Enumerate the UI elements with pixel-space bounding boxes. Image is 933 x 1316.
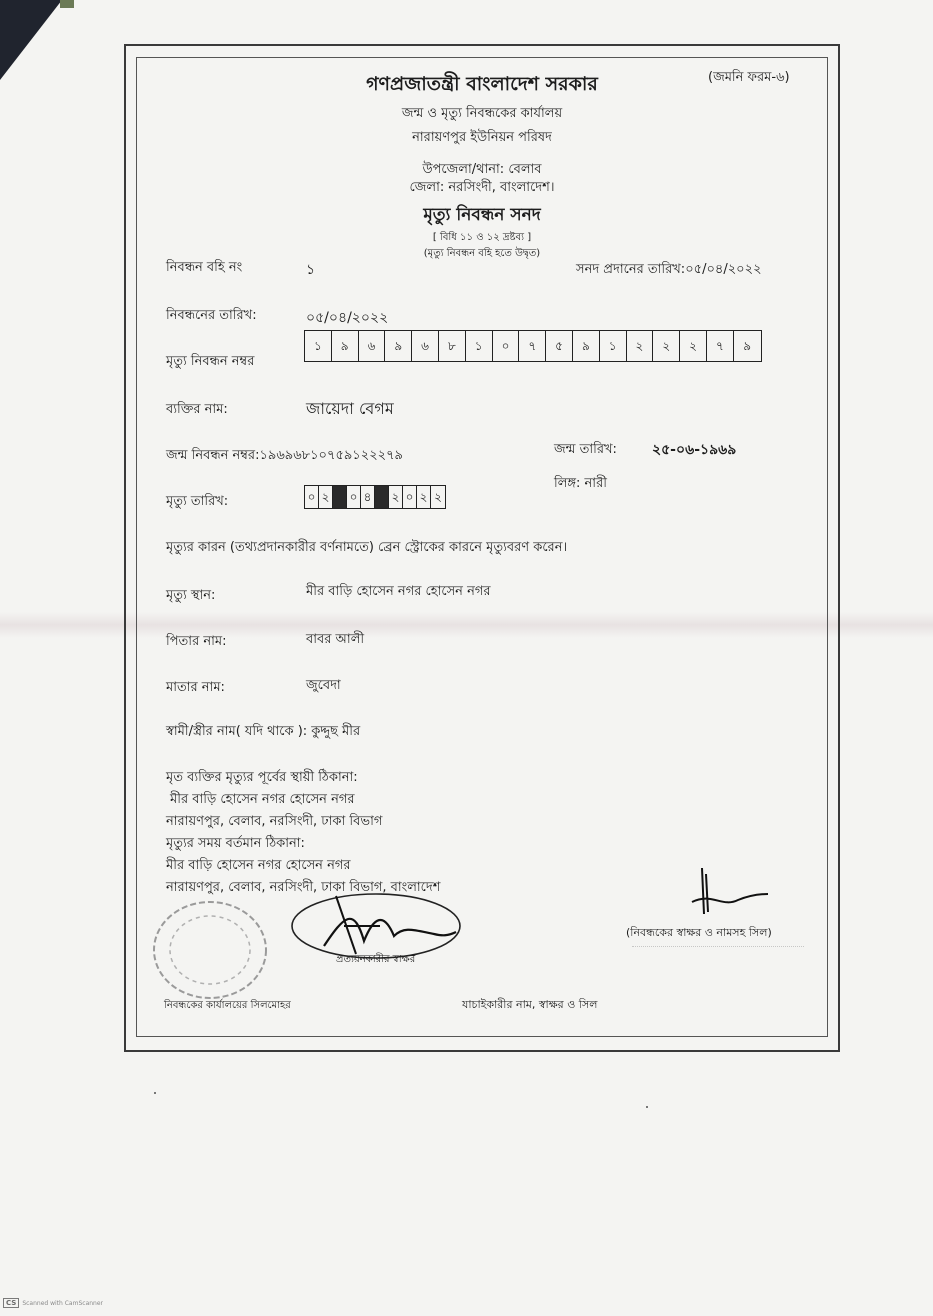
book-number-label: নিবন্ধন বহি নং	[166, 260, 243, 275]
death-date-digit: ০	[305, 486, 319, 508]
scan-corner-edge	[60, 0, 74, 8]
death-reg-digit: ৯	[385, 331, 412, 361]
registrar-seal-faint	[632, 946, 804, 991]
permanent-address-line2: নারায়ণপুর, বেলাব, নরসিংদী, ঢাকা বিভাগ	[166, 814, 383, 829]
death-date-separator	[333, 486, 347, 508]
office-seal-label: নিবন্ধকের কার্যালয়ের সিলমোহর	[164, 1000, 291, 1011]
father-name-value: বাবর আলী	[306, 632, 365, 647]
checker-label: যাচাইকারীর নাম, স্বাক্ষর ও সিল	[462, 998, 598, 1011]
death-date-digit: ৪	[361, 486, 375, 508]
death-reg-digit: ১	[600, 331, 627, 361]
death-reg-digit: ৬	[412, 331, 439, 361]
registration-date-label: নিবন্ধনের তারিখ:	[166, 308, 257, 323]
birth-date-value: ২৫-০৬-১৯৬৯	[652, 442, 737, 458]
registration-date-value: ০৫/০৪/২০২২	[306, 310, 389, 326]
father-name-label: পিতার নাম:	[166, 634, 227, 649]
permanent-address-label: মৃত ব্যক্তির মৃত্যুর পূর্বের স্থায়ী ঠিকানা:	[166, 770, 358, 785]
person-name-value: জায়েদা বেগম	[306, 399, 394, 418]
scan-speck	[646, 1106, 648, 1108]
death-date-digit: ০	[403, 486, 417, 508]
verifier-sign-label: প্রত্যয়নকারীর স্বাক্ষর	[336, 954, 416, 965]
form-number: (জমনি ফরম-৬)	[708, 70, 790, 85]
registrar-sign-label: (নিবন্ধকের স্বাক্ষর ও নামসহ সিল)	[626, 926, 772, 939]
death-place-label: মৃত্যু স্থান:	[166, 588, 216, 603]
certificate-title: মৃত্যু নিবন্ধন সনদ	[423, 205, 541, 225]
death-reg-digit: ১	[466, 331, 493, 361]
death-place-value: মীর বাড়ি হোসেন নগর হোসেন নগর	[306, 584, 491, 599]
office-seal-stamp	[148, 894, 274, 1006]
current-address-line2: নারায়ণপুর, বেলাব, নরসিংদী, ঢাকা বিভাগ, বাংলাদেশ	[166, 880, 441, 895]
death-date-separator	[375, 486, 389, 508]
death-date-digit: ২	[389, 486, 403, 508]
cause-of-death: মৃত্যুর কারন (তথ্যপ্রদানকারীর বর্ণনামতে) ব্রেন স্ট্রোকের কারনে মৃত্যুবরণ করেন।	[166, 540, 568, 555]
upazila-name: উপজেলা/থানা: বেলাব	[422, 162, 542, 177]
current-address-line1: মীর বাড়ি হোসেন নগর হোসেন নগর	[166, 858, 351, 873]
death-reg-digit: ৯	[332, 331, 359, 361]
spouse-name: স্বামী/স্ত্রীর নাম( যদি থাকে ): কুদ্দুছ মীর	[166, 724, 361, 739]
union-name: নারায়ণপুর ইউনিয়ন পরিষদ	[412, 130, 552, 145]
death-date-digit: ২	[417, 486, 431, 508]
registrar-signature	[682, 864, 772, 922]
death-reg-number-boxes	[304, 330, 762, 362]
camscanner-watermark	[3, 1298, 103, 1308]
rule-reference: [ বিধি ১১ ও ১২ দ্রষ্টব্য ]	[432, 232, 532, 243]
death-reg-digit: ২	[680, 331, 707, 361]
scan-speck	[154, 1092, 156, 1094]
death-date-boxes	[304, 485, 446, 509]
death-date-digit: ০	[347, 486, 361, 508]
government-title: গণপ্রজাতন্ত্রী বাংলাদেশ সরকার	[366, 73, 598, 95]
birth-reg-number: জন্ম নিবন্ধন নম্বর:১৯৬৯৬৮১০৭৫৯১২২২৭৯	[166, 448, 403, 463]
permanent-address-line1: মীর বাড়ি হোসেন নগর হোসেন নগর	[170, 792, 355, 807]
source-note: (মৃত্যু নিবন্ধন বহি হতে উদ্বৃত)	[423, 248, 541, 259]
death-reg-digit: ৭	[519, 331, 546, 361]
death-date-label: মৃত্যু তারিখ:	[166, 494, 229, 509]
death-reg-digit: ৯	[573, 331, 600, 361]
book-number-value: ১	[306, 262, 316, 278]
office-name: জন্ম ও মৃত্যু নিবন্ধকের কার্যালয়	[401, 106, 563, 121]
birth-date-label: জন্ম তারিখ:	[554, 442, 617, 457]
mother-name-label: মাতার নাম:	[166, 680, 225, 695]
gender: লিঙ্গ: নারী	[554, 476, 607, 491]
district-name: জেলা: নরসিংদী, বাংলাদেশ।	[409, 180, 555, 195]
death-reg-digit: ২	[627, 331, 654, 361]
death-reg-digit: ৬	[359, 331, 386, 361]
death-reg-digit: ১	[305, 331, 332, 361]
death-reg-digit: ৫	[546, 331, 573, 361]
current-address-label: মৃত্যুর সময় বর্তমান ঠিকানা:	[166, 836, 305, 851]
scan-corner-shadow	[0, 0, 62, 80]
death-reg-number-label: মৃত্যু নিবন্ধন নম্বর	[166, 354, 255, 369]
death-reg-digit: ০	[493, 331, 520, 361]
death-reg-digit: ৮	[439, 331, 466, 361]
death-reg-digit: ৭	[707, 331, 734, 361]
death-certificate	[124, 44, 840, 1052]
death-reg-digit: ২	[653, 331, 680, 361]
camscanner-logo: CS	[3, 1298, 19, 1308]
camscanner-text: Scanned with CamScanner	[22, 1299, 104, 1307]
death-date-digit: ২	[434, 490, 442, 504]
issue-date: সনদ প্রদানের তারিখ:০৫/০৪/২০২২	[576, 262, 762, 277]
mother-name-value: জুবেদা	[306, 678, 341, 693]
death-reg-digit: ৯	[743, 339, 752, 353]
death-date-digit: ২	[319, 486, 333, 508]
person-name-label: ব্যক্তির নাম:	[166, 402, 228, 417]
